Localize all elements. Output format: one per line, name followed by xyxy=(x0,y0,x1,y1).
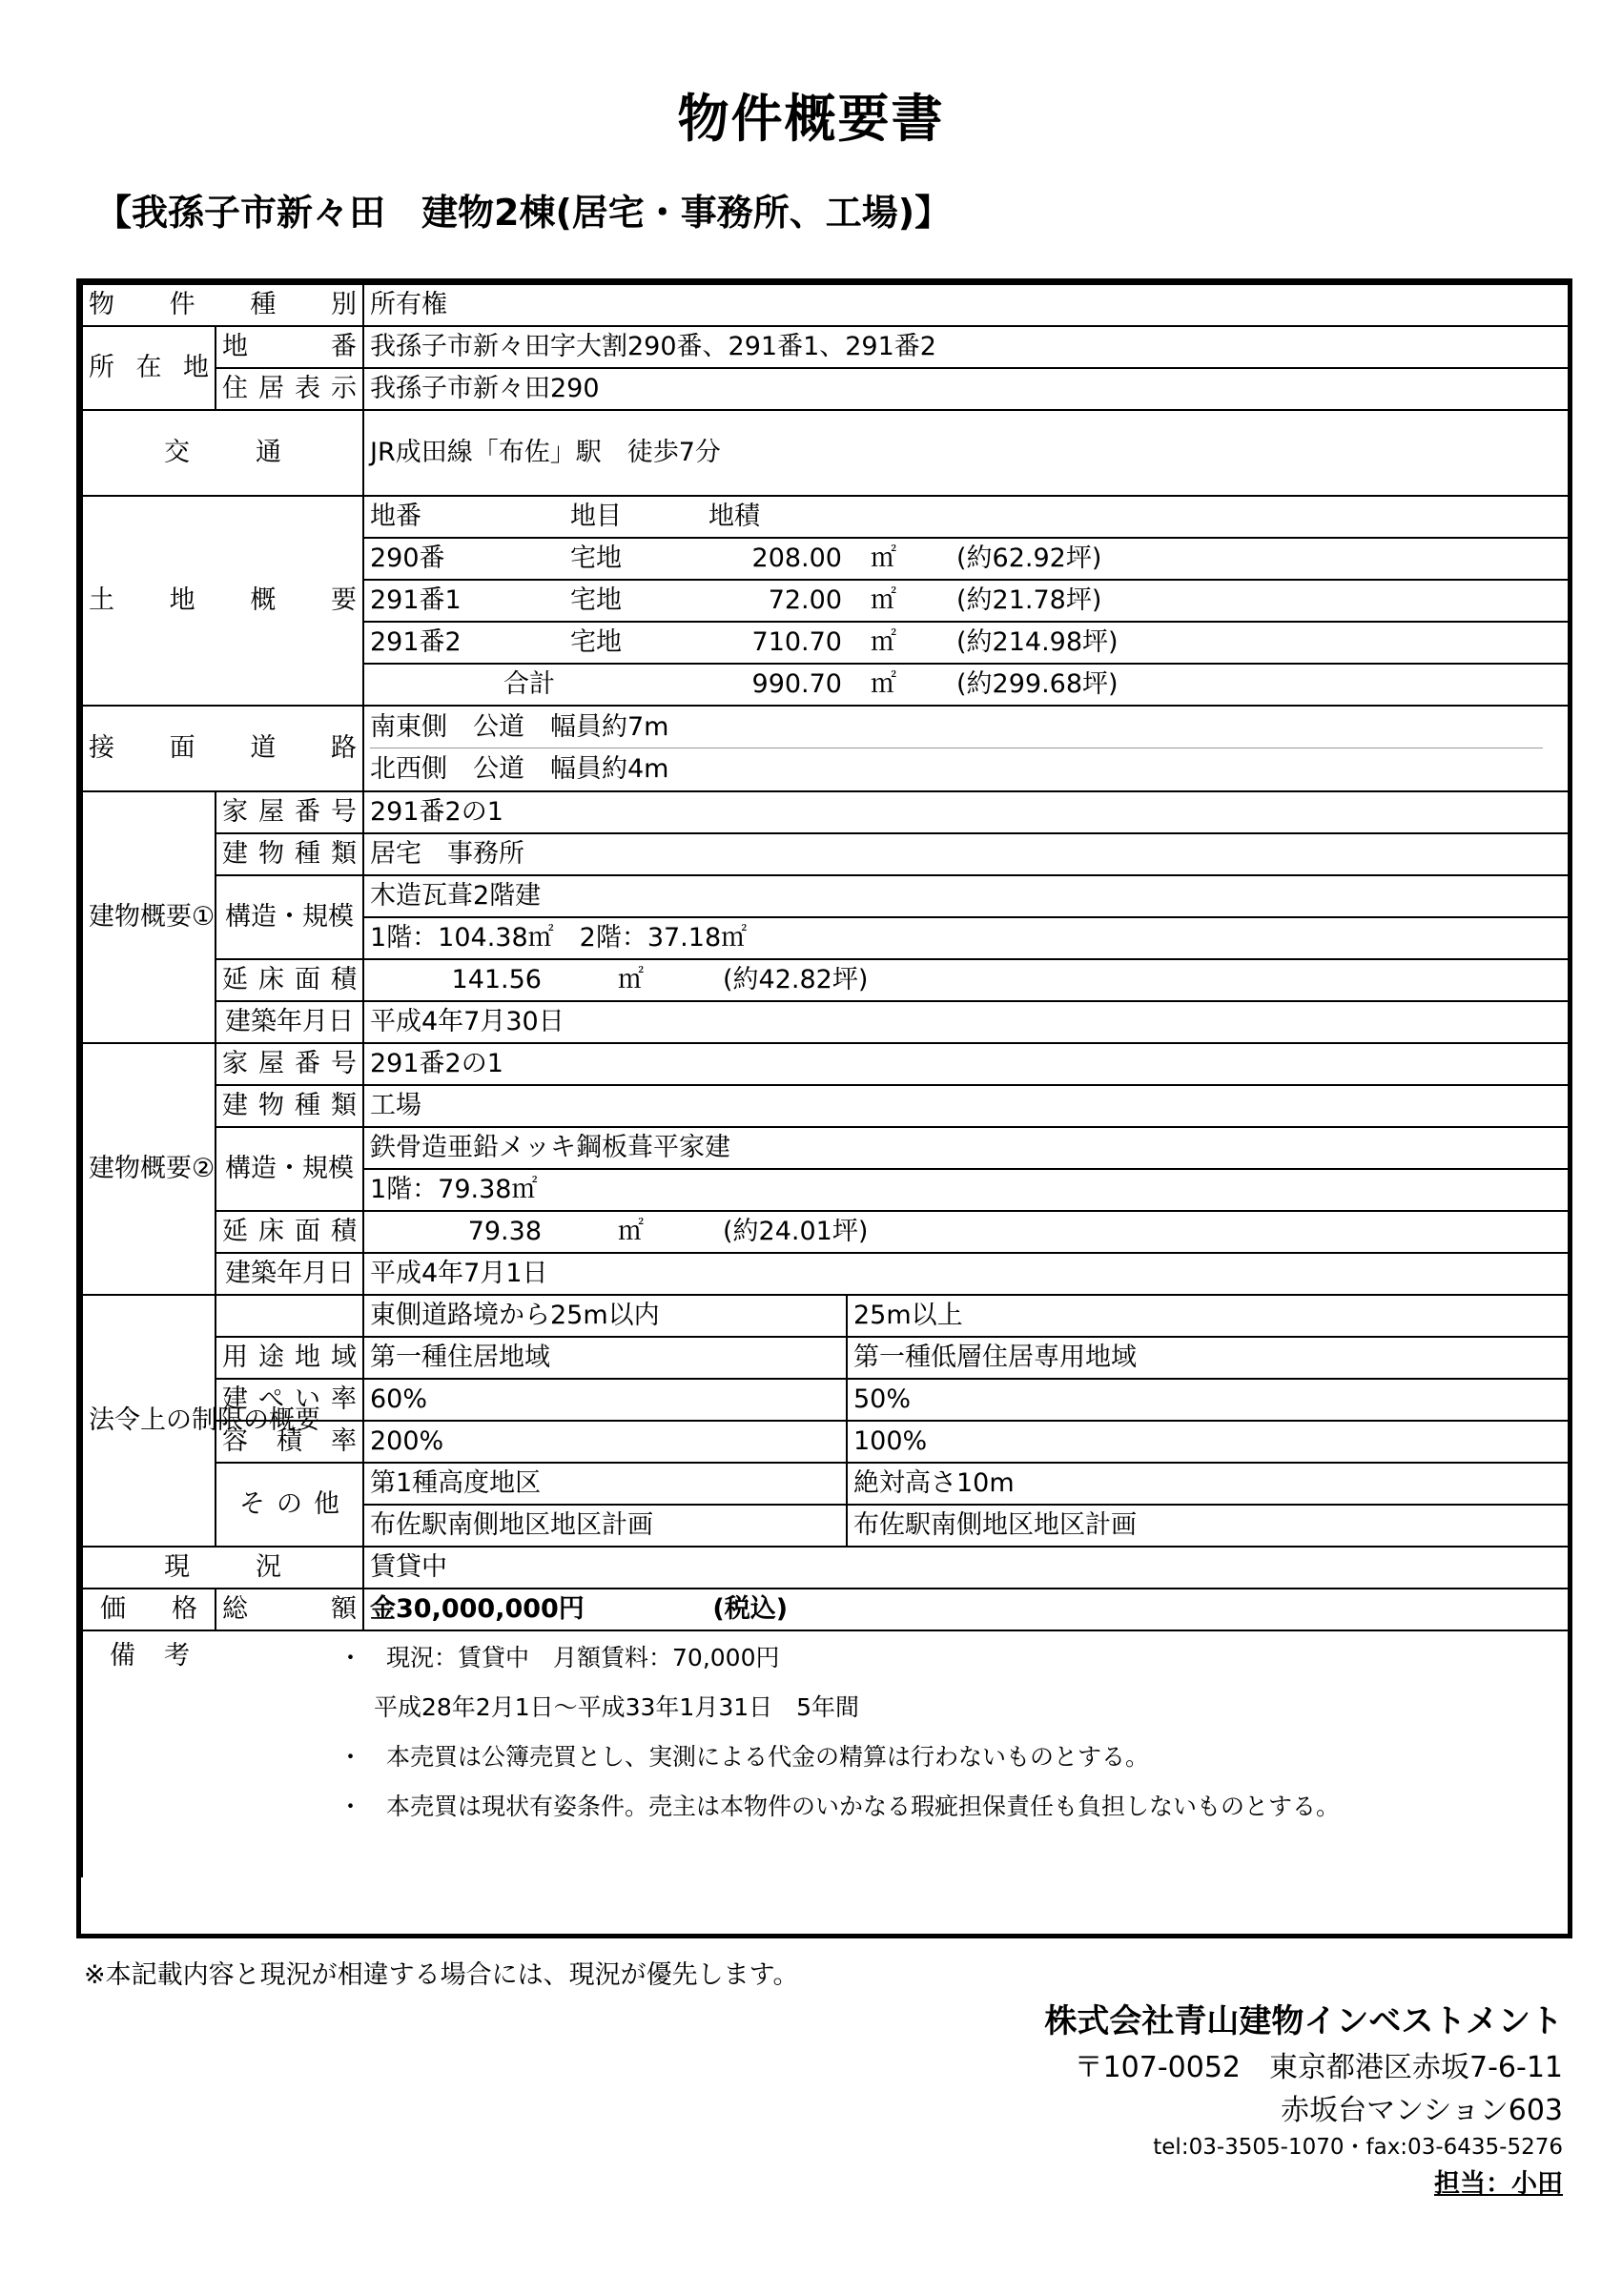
land-row-290 xyxy=(363,538,1569,580)
land-header-area: 地積 xyxy=(708,502,760,532)
b1-floor-tsubo: (約42.82坪) xyxy=(723,965,869,995)
land-area: 208.00 xyxy=(751,543,842,574)
location-label: 所在地 xyxy=(82,326,216,410)
row-property-type xyxy=(82,284,1569,326)
b1-built: 平成4年7月30日 xyxy=(363,1001,1569,1043)
price-tax: (税込) xyxy=(712,1594,789,1625)
land-unit: ㎡ xyxy=(871,627,896,658)
law-other-a2: 布佐駅南側地区地区計画 xyxy=(363,1505,847,1547)
land-total-label: 合計 xyxy=(503,669,555,700)
land-type: 宅地 xyxy=(570,627,622,658)
row-location-lot xyxy=(82,326,1569,368)
status-label: 現況 xyxy=(82,1547,363,1589)
b1-built-label: 建築年月日 xyxy=(216,1001,363,1043)
b1-row-floor-area xyxy=(82,959,1569,1001)
status-value: 賃貸中 xyxy=(363,1547,1569,1589)
road-item: 北西側 公道 幅員約4m xyxy=(370,753,669,784)
company-name: 株式会社青山建物インベストメント xyxy=(1044,2002,1563,2040)
footnote: ※本記載内容と現況が相違する場合には、現況が優先します。 xyxy=(84,1960,799,1990)
land-tsubo: (約21.78坪) xyxy=(956,585,1102,616)
row-roads xyxy=(82,706,1569,791)
b1-floor-unit: ㎡ xyxy=(618,965,644,995)
law-row-other1 xyxy=(82,1463,1569,1505)
b1-structure: 木造瓦葺2階建 xyxy=(363,875,1569,917)
land-area: 710.70 xyxy=(751,627,842,658)
law-row-far xyxy=(82,1421,1569,1463)
land-tsubo: (約214.98坪) xyxy=(956,627,1119,658)
land-unit: ㎡ xyxy=(871,585,896,616)
land-type: 宅地 xyxy=(570,585,622,616)
law-other-b2: 布佐駅南側地区地区計画 xyxy=(847,1505,1569,1547)
b2-row-house-no xyxy=(82,1043,1569,1085)
row-remarks xyxy=(82,1630,1569,1877)
price-value: 金30,000,000円 xyxy=(370,1594,585,1625)
law-use-a: 第一種住居地域 xyxy=(363,1337,847,1379)
roads-value xyxy=(363,706,1569,791)
law-use-label: 用途地域 xyxy=(216,1337,363,1379)
law-row-coverage xyxy=(82,1379,1569,1421)
land-row-291-2 xyxy=(363,622,1569,664)
land-header-type: 地目 xyxy=(570,502,622,532)
b2-row-structure xyxy=(82,1127,1569,1169)
building2-label: 建物概要② xyxy=(82,1043,216,1295)
b2-floor-area-value: 79.38 xyxy=(467,1217,542,1247)
law-coverage-label: 建ぺい率 xyxy=(216,1379,363,1421)
row-price xyxy=(82,1589,1569,1630)
b2-kind-label: 建物種類 xyxy=(216,1085,363,1127)
b1-kind: 居宅 事務所 xyxy=(363,833,1569,875)
b2-floor-area xyxy=(363,1211,1569,1253)
b2-built-label: 建築年月日 xyxy=(216,1253,363,1295)
page-subtitle: 【我孫子市新々田 建物2棟(居宅・事務所、工場)】 xyxy=(95,192,952,234)
land-total-unit: ㎡ xyxy=(871,669,896,700)
b1-floor-area xyxy=(363,959,1569,1001)
b1-house-no-label: 家屋番号 xyxy=(216,791,363,833)
law-header-blank xyxy=(216,1295,363,1337)
row-transport xyxy=(82,410,1569,496)
law-far-label: 容積率 xyxy=(216,1421,363,1463)
building1-label: 建物概要① xyxy=(82,791,216,1043)
row-status xyxy=(82,1547,1569,1589)
land-tsubo: (約62.92坪) xyxy=(956,543,1102,574)
land-lot: 291番1 xyxy=(370,585,462,616)
road-item: 南東側 公道 幅員約7m xyxy=(370,711,669,742)
property-table xyxy=(81,283,1570,1877)
price-label: 価格 xyxy=(82,1589,216,1630)
b2-row-built xyxy=(82,1253,1569,1295)
law-coverage-b: 50% xyxy=(847,1379,1569,1421)
law-zone-a-header: 東側道路境から25m以内 xyxy=(363,1295,847,1337)
company-address-2: 赤坂台マンション603 xyxy=(1281,2094,1563,2127)
lot-value: 我孫子市新々田字大割290番、291番1、291番2 xyxy=(363,326,1569,368)
b1-row-built xyxy=(82,1001,1569,1043)
b1-house-no: 291番2の1 xyxy=(363,791,1569,833)
property-type-value: 所有権 xyxy=(363,284,1569,326)
b1-row-kind xyxy=(82,833,1569,875)
land-row-291-1 xyxy=(363,580,1569,622)
b2-floor-area-label: 延床面積 xyxy=(216,1211,363,1253)
b1-structure-label: 構造・規模 xyxy=(216,875,363,959)
b1-floor-area-label: 延床面積 xyxy=(216,959,363,1001)
law-far-b: 100% xyxy=(847,1421,1569,1463)
property-type-label: 物件種別 xyxy=(82,284,363,326)
transport-value: JR成田線「布佐」駅 徒歩7分 xyxy=(363,410,1569,496)
b2-built: 平成4年7月1日 xyxy=(363,1253,1569,1295)
land-total-area: 990.70 xyxy=(751,669,842,700)
remarks-item: ・ 本売買は公簿売買とし、実測による代金の精算は行わないものとする。 xyxy=(339,1743,1150,1771)
law-zone-b-header: 25m以上 xyxy=(847,1295,1569,1337)
company-address-1: 〒107-0052 東京都港区赤坂7-6-11 xyxy=(1074,2051,1563,2084)
b1-row-structure xyxy=(82,875,1569,917)
b2-row-kind xyxy=(82,1085,1569,1127)
b1-floors: 1階：104.38㎡ 2階：37.18㎡ xyxy=(363,917,1569,959)
remarks-cell xyxy=(82,1630,1569,1877)
land-lot: 291番2 xyxy=(370,627,462,658)
law-use-b: 第一種低層住居専用地域 xyxy=(847,1337,1569,1379)
page-title: 物件概要書 xyxy=(677,89,945,149)
price-cell xyxy=(363,1589,1569,1630)
address-label: 住居表示 xyxy=(216,368,363,410)
roads-label: 接面道路 xyxy=(82,706,363,791)
b2-row-floor-area xyxy=(82,1211,1569,1253)
land-unit: ㎡ xyxy=(871,543,896,574)
row-land-header xyxy=(82,496,1569,538)
law-other-a1: 第1種高度地区 xyxy=(363,1463,847,1505)
law-other-label: その他 xyxy=(216,1463,363,1547)
b2-structure: 鉄骨造亜鉛メッキ鋼板葺平家建 xyxy=(363,1127,1569,1169)
law-label: 法令上の制限の概要 xyxy=(82,1295,216,1547)
b1-row-house-no xyxy=(82,791,1569,833)
remarks-item: 平成28年2月1日～平成33年1月31日 5年間 xyxy=(374,1693,860,1721)
b2-floors: 1階：79.38㎡ xyxy=(363,1169,1569,1211)
b2-house-no-label: 家屋番号 xyxy=(216,1043,363,1085)
row-location-address xyxy=(82,368,1569,410)
law-coverage-a: 60% xyxy=(363,1379,847,1421)
company-tel: tel:03-3505-1070・fax:03-6435-5276 xyxy=(1153,2135,1563,2160)
remarks-item: ・ 本売買は現状有姿条件。売主は本物件のいかなる瑕疵担保責任も負担しないものとする。 xyxy=(339,1793,1341,1820)
law-row-header xyxy=(82,1295,1569,1337)
b1-kind-label: 建物種類 xyxy=(216,833,363,875)
price-sub-label: 総額 xyxy=(216,1589,363,1630)
remarks-label: 備考 xyxy=(110,1641,218,1671)
land-total xyxy=(363,664,1569,706)
b2-floor-unit: ㎡ xyxy=(618,1217,644,1247)
contact-person: 担当：小田 xyxy=(1434,2169,1563,2199)
b2-structure-label: 構造・規模 xyxy=(216,1127,363,1211)
remarks-item: ・ 現況：賃貸中 月額賃料：70,000円 xyxy=(339,1644,780,1671)
b2-house-no: 291番2の1 xyxy=(363,1043,1569,1085)
b2-kind: 工場 xyxy=(363,1085,1569,1127)
b1-floor-area-value: 141.56 xyxy=(451,965,542,995)
law-far-a: 200% xyxy=(363,1421,847,1463)
land-type: 宅地 xyxy=(570,543,622,574)
transport-label: 交通 xyxy=(82,410,363,496)
land-header xyxy=(363,496,1569,538)
law-other-b1: 絶対高さ10m xyxy=(847,1463,1569,1505)
b2-floor-tsubo: (約24.01坪) xyxy=(723,1217,869,1247)
land-header-lot: 地番 xyxy=(370,502,421,532)
land-lot: 290番 xyxy=(370,543,445,574)
address-value: 我孫子市新々田290 xyxy=(363,368,1569,410)
law-row-use xyxy=(82,1337,1569,1379)
land-label: 土地概要 xyxy=(82,496,363,706)
remarks-block xyxy=(83,1631,1568,1877)
land-area: 72.00 xyxy=(768,585,842,616)
land-total-tsubo: (約299.68坪) xyxy=(956,669,1119,700)
lot-label: 地番 xyxy=(216,326,363,368)
